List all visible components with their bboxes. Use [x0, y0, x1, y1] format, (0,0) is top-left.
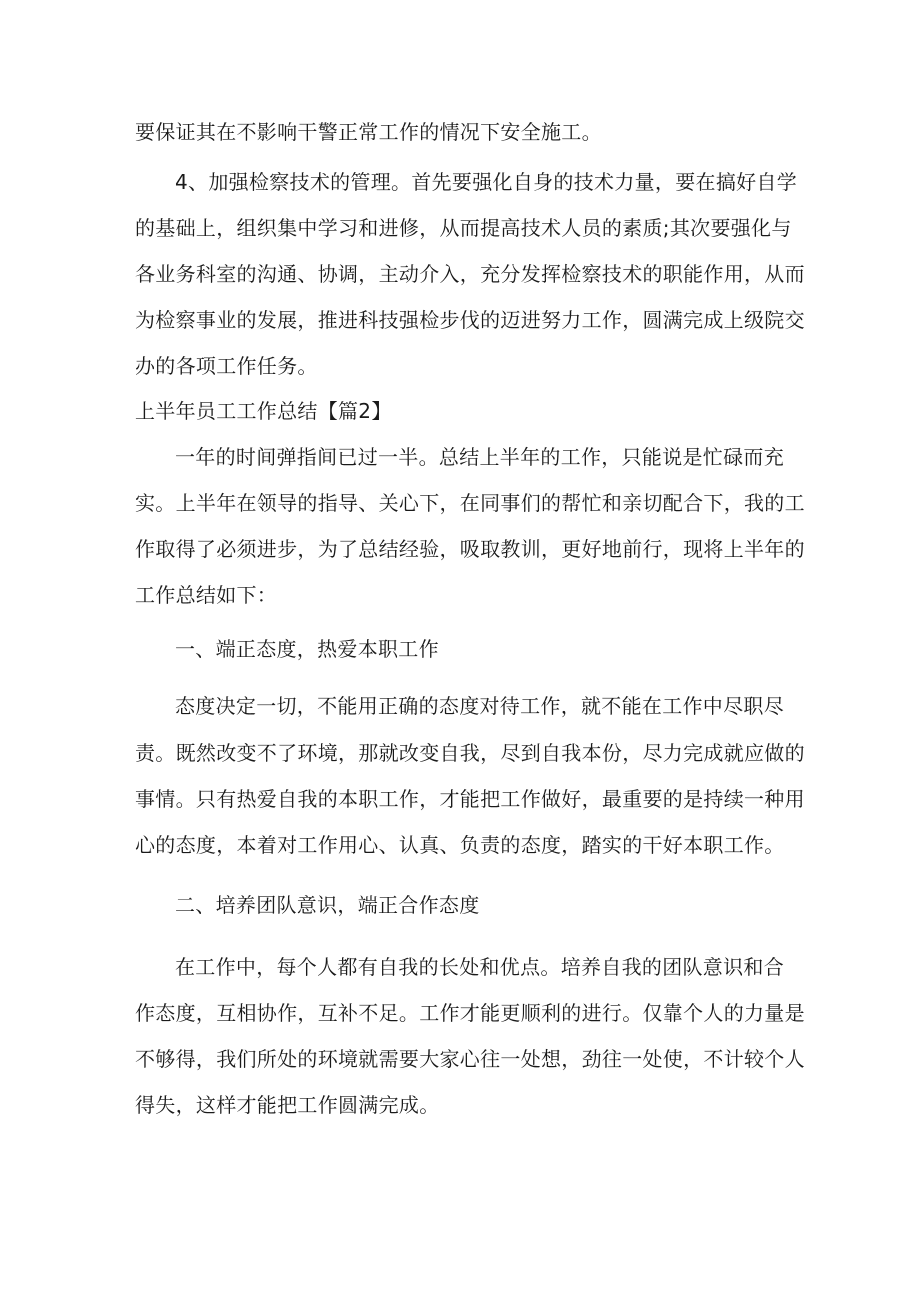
text-line: 得失，这样才能把工作圆满完成。: [135, 1093, 440, 1117]
text-line: 态度决定一切，不能用正确的态度对待工作，就不能在工作中尽职尽: [175, 694, 784, 718]
text-line: 作取得了必须进步，为了总结经验，吸取教训，更好地前行，现将上半年的: [135, 537, 805, 561]
text-line: 4、加强检察技术的管理。首先要强化自身的技术力量，要在搞好自学: [175, 170, 798, 194]
subheading: 一、端正态度，热爱本职工作: [175, 637, 439, 661]
section-heading: 上半年员工工作总结【篇2】: [135, 399, 392, 423]
text-line: 办的各项工作任务。: [135, 354, 318, 378]
text-line: 事情。只有热爱自我的本职工作，才能把工作做好，最重要的是持续一种用: [135, 787, 805, 811]
text-line: 实。上半年在领导的指导、关心下，在同事们的帮忙和亲切配合下，我的工: [135, 491, 805, 515]
text-line: 心的态度，本着对工作用心、认真、负责的态度，踏实的干好本职工作。: [135, 833, 785, 857]
text-line: 一年的时间弹指间已过一半。总结上半年的工作，只能说是忙碌而充: [175, 445, 784, 469]
text-line: 责。既然改变不了环境，那就改变自我，尽到自我本份，尽力完成就应做的: [135, 741, 805, 765]
text-line: 不够得，我们所处的环境就需要大家心往一处想，劲往一处使，不计较个人: [135, 1047, 805, 1071]
text-line: 各业务科室的沟通、协调，主动介入，充分发挥检察技术的职能作用，从而: [135, 262, 805, 286]
subheading: 二、培养团队意识，端正合作态度: [175, 893, 480, 917]
text-line: 要保证其在不影响干警正常工作的情况下安全施工。: [135, 120, 602, 144]
text-line: 作态度，互相协作，互补不足。工作才能更顺利的进行。仅靠个人的力量是: [135, 1001, 805, 1025]
text-line: 工作总结如下：: [135, 583, 278, 607]
text-line: 在工作中，每个人都有自我的长处和优点。培养自我的团队意识和合: [175, 955, 784, 979]
text-line: 为检察事业的发展，推进科技强检步伐的迈进努力工作，圆满完成上级院交: [135, 308, 805, 332]
text-line: 的基础上，组织集中学习和进修，从而提高技术人员的素质;其次要强化与: [135, 216, 792, 240]
